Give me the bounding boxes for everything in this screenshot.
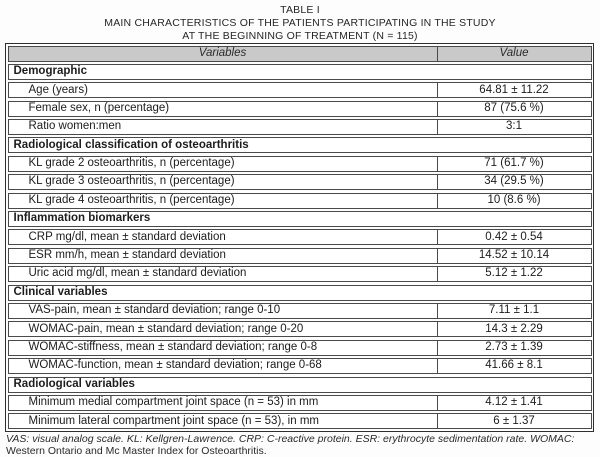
table-body: [8, 64, 592, 429]
footnote-womac-expansion: Western Ontario and Mc Master Index for Osteoarthritis.: [6, 444, 267, 457]
column-header-variables: Variables: [198, 46, 247, 59]
table-row: [8, 395, 592, 411]
variable-value: 14.3 ± 2.29: [437, 322, 591, 336]
section-header-row: [8, 211, 592, 227]
variable-value: 34 (29.5 %): [437, 175, 591, 189]
variable-label: Female sex, n (percentage): [28, 101, 170, 114]
variable-label: ESR mm/h, mean ± standard deviation: [28, 249, 226, 262]
table-number: TABLE I: [280, 4, 320, 16]
table-row: [8, 193, 592, 209]
variable-value: 14.52 ± 10.14: [437, 249, 591, 263]
section-header-label: Inflammation biomarkers: [13, 212, 151, 225]
section-header-label: Radiological classification of osteoarthritis: [13, 138, 249, 151]
section-header-row: [8, 137, 592, 153]
variable-value: 2.73 ± 1.39: [437, 341, 591, 355]
table-header-row: [8, 46, 592, 62]
variable-label: VAS-pain, mean ± standard deviation; range 0-10: [28, 304, 281, 317]
table-row: [8, 82, 592, 98]
variable-label: KL grade 2 osteoarthritis, n (percentage): [28, 157, 235, 170]
variable-value: 0.42 ± 0.54: [437, 230, 591, 244]
variable-value: 5.12 ± 1.22: [437, 267, 591, 281]
variable-label: Ratio women:men: [28, 120, 122, 133]
section-header-label: Clinical variables: [13, 285, 108, 298]
variable-label: Minimum medial compartment joint space (n = 53) in mm: [28, 396, 319, 409]
variable-label: Age (years): [28, 83, 88, 96]
table-title-line-2: AT THE BEGINNING OF TREATMENT (N = 115): [182, 30, 418, 42]
variable-value: 10 (8.6 %): [437, 194, 591, 208]
table-footnote: [6, 434, 596, 457]
variable-value: 4.12 ± 1.41: [437, 396, 591, 410]
section-header-label: Radiological variables: [13, 377, 135, 390]
variable-label: KL grade 3 osteoarthritis, n (percentage): [28, 175, 235, 188]
variable-label: KL grade 4 osteoarthritis, n (percentage): [28, 193, 235, 206]
variable-value: 6 ± 1.37: [437, 414, 591, 428]
variable-value: 3:1: [437, 120, 591, 134]
column-header-value: Value: [437, 47, 591, 61]
section-header-row: [8, 285, 592, 301]
variable-label: Minimum lateral compartment joint space (n = 53), in mm: [28, 414, 319, 427]
section-header-label: Demographic: [13, 65, 87, 78]
table-row: [8, 321, 592, 337]
table-row: [8, 248, 592, 264]
table-title-line-1: MAIN CHARACTERISTICS OF THE PATIENTS PARTICIPATING IN THE STUDY: [104, 17, 496, 29]
characteristics-table: [5, 43, 594, 432]
table-row: [8, 101, 592, 117]
table-row: [8, 358, 592, 374]
table-row: [8, 413, 592, 429]
section-header-row: [8, 64, 592, 80]
section-header-row: [8, 377, 592, 393]
table-row: [8, 340, 592, 356]
table-row: [8, 266, 592, 282]
variable-value: 64.81 ± 11.22: [437, 83, 591, 97]
variable-label: WOMAC-pain, mean ± standard deviation; range 0-20: [28, 322, 304, 335]
variable-label: Uric acid mg/dl, mean ± standard deviation: [28, 267, 247, 280]
variable-label: WOMAC-stiffness, mean ± standard deviation; range 0-8: [28, 341, 318, 353]
variable-value: 41.66 ± 8.1: [437, 359, 591, 373]
table-row: [8, 229, 592, 245]
table-caption: [0, 0, 600, 43]
table-row: [8, 119, 592, 135]
table-row: [8, 174, 592, 190]
variable-value: 71 (61.7 %): [437, 157, 591, 171]
variable-value: 7.11 ± 1.1: [437, 304, 591, 318]
table-row: [8, 303, 592, 319]
table-row: [8, 156, 592, 172]
variable-value: 87 (75.6 %): [437, 102, 591, 116]
footnote-abbreviations: VAS: visual analog scale. KL: Kellgren-Lawrence. CRP: C-reactive protein. ESR: erythrocyte sedimentation rate. WOMAC:: [6, 433, 575, 445]
variable-label: CRP mg/dl, mean ± standard deviation: [28, 230, 226, 243]
variable-label: WOMAC-function, mean ± standard deviation; range 0-68: [28, 359, 322, 372]
